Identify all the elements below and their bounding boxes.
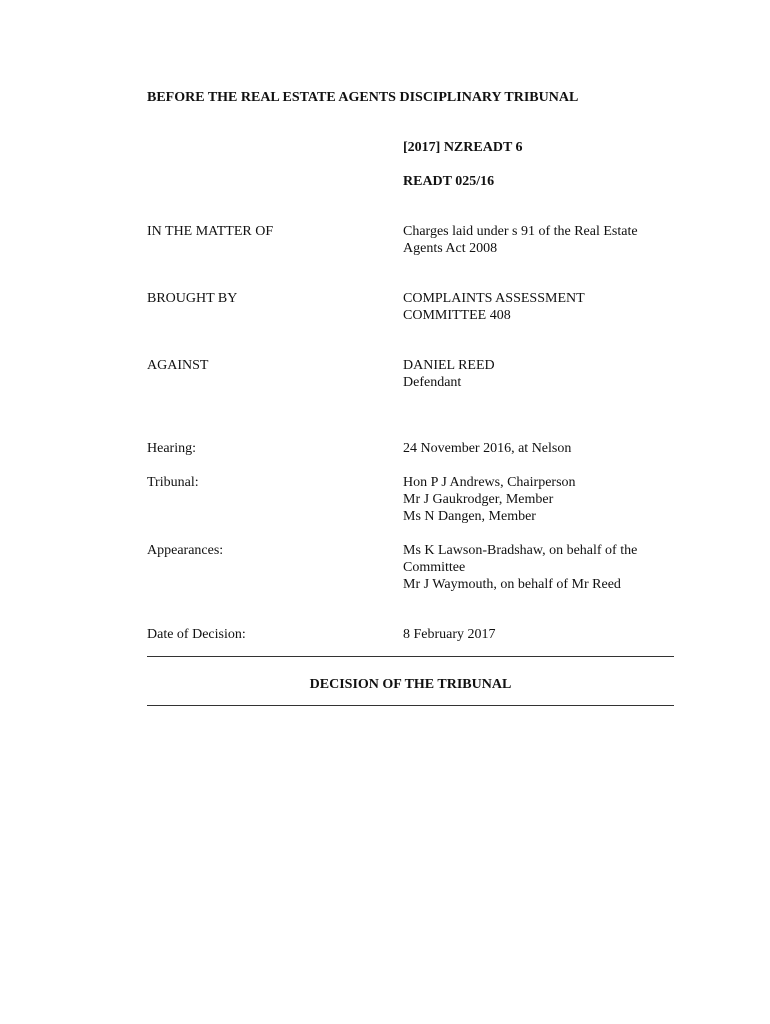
against-value [403, 357, 678, 391]
tribunal-member: Mr J Gaukrodger, Member [403, 492, 554, 507]
tribunal-heading: BEFORE THE REAL ESTATE AGENTS DISCIPLINARY TRIBUNAL [147, 90, 579, 105]
matter-label: IN THE MATTER OF [147, 224, 274, 239]
brought-by-label: BROUGHT BY [147, 291, 238, 306]
matter-line-2: Agents Act 2008 [403, 241, 498, 256]
brought-by-line-2: COMMITTEE 408 [403, 308, 511, 323]
against-line-2: Defendant [403, 375, 462, 390]
against-line-1: DANIEL REED [403, 358, 495, 373]
divider-top [147, 656, 674, 657]
matter-line-1: Charges laid under s 91 of the Real Estate [403, 224, 638, 239]
divider-bottom [147, 705, 674, 706]
date-of-decision-label: Date of Decision: [147, 627, 246, 642]
against-label: AGAINST [147, 358, 209, 373]
tribunal-member: Hon P J Andrews, Chairperson [403, 475, 576, 490]
file-number: READT 025/16 [403, 174, 495, 189]
appearances-line-1: Ms K Lawson-Bradshaw, on behalf of the [403, 543, 638, 558]
tribunal-members [403, 474, 678, 525]
decision-date: 8 February 2017 [403, 627, 496, 642]
appearances-line-3: Mr J Waymouth, on behalf of Mr Reed [403, 577, 621, 592]
hearing-date: 24 November 2016, at Nelson [403, 441, 572, 456]
brought-by-value [403, 290, 678, 324]
tribunal-member: Ms N Dangen, Member [403, 509, 536, 524]
tribunal-label: Tribunal: [147, 475, 199, 490]
matter-value [403, 223, 678, 257]
neutral-citation: [2017] NZREADT 6 [403, 140, 523, 155]
hearing-value [403, 440, 678, 457]
brought-by-line-1: COMPLAINTS ASSESSMENT [403, 291, 585, 306]
decision-title: DECISION OF THE TRIBUNAL [309, 677, 512, 692]
date-of-decision-value [403, 626, 678, 643]
appearances-value [403, 542, 678, 593]
hearing-label: Hearing: [147, 441, 196, 456]
appearances-label: Appearances: [147, 543, 224, 558]
appearances-line-2: Committee [403, 560, 466, 575]
